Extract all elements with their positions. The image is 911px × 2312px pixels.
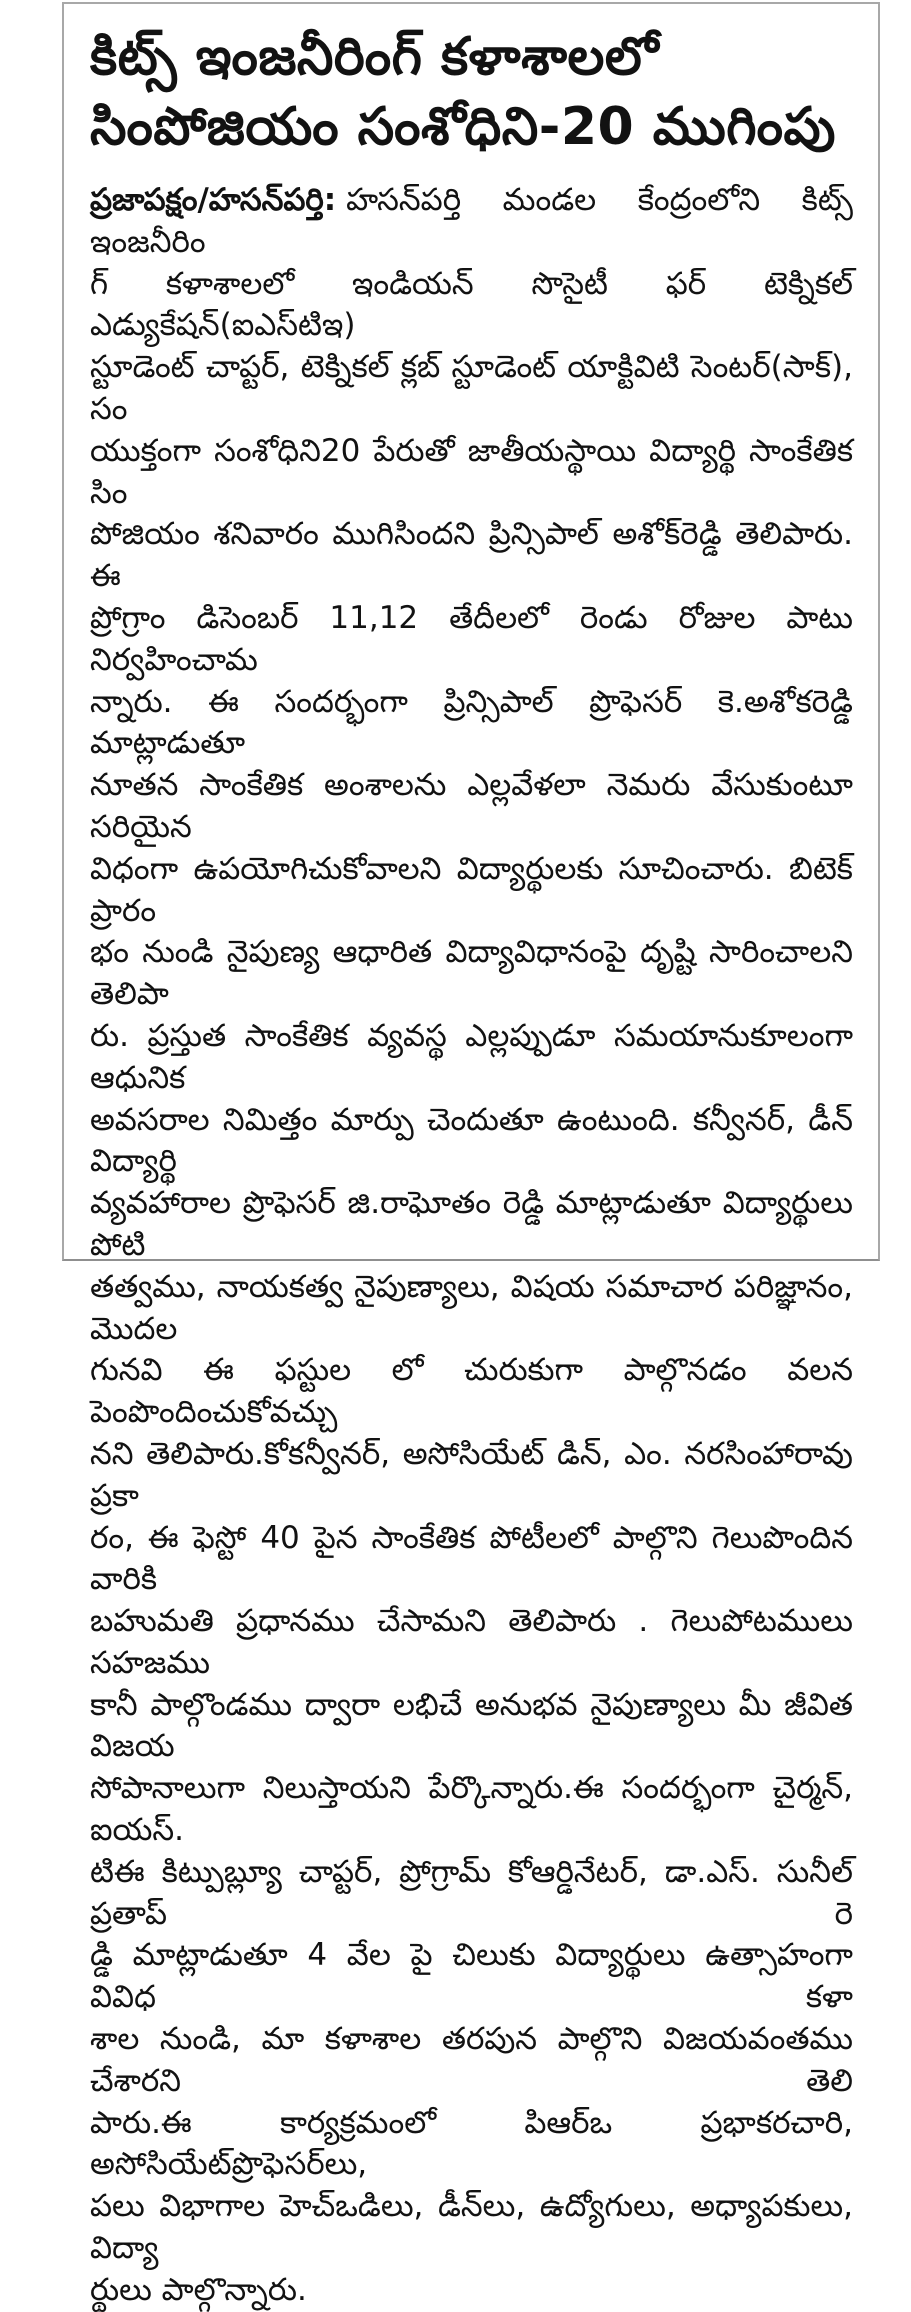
body-line: టిఈ కిట్పుబ్ల్యూ చాప్టర్, ప్రోగ్రామ్ కోఆర్డినేటర్, డా.ఎస్. సునీల్ ప్రతాప్ రె [90,1853,853,1932]
body-line: గునవి ఈ ఫస్టుల లో చురుకుగా పాల్గొనడం వలన పెంపొందించుకోవచ్చు [90,1352,853,1431]
headline-line-1: కిట్స్ ఇంజనీరింగ్ కళాశాలలో [90,27,659,87]
body-line: ప్రోగ్రాం డిసెంబర్ 11,12 తేదీలలో రెండు రోజుల పాటు నిర్వహించామ [90,599,853,678]
body-line: శాల నుండి, మా కళాశాల తరపున పాల్గొని విజయవంతము చేశారని తెలి [90,2021,853,2099]
body-line: న్నారు. ఈ సందర్భంగా ప్రిన్సిపాల్ ప్రొఫెసర్ కె.అశోకరెడ్డి మాట్లాడుతూ [90,683,853,762]
article-headline [90,22,853,162]
body-line: నూతన సాంకేతిక అంశాలను ఎల్లవేళలా నెమరు వేసుకుంటూ సరియైన [90,767,853,845]
dateline: ప్రజాపక్షం/హసన్‌పర్తి: [90,182,337,218]
headline-line-2: సింపోజియం సంశోధిని-20 ముగింపు [90,97,836,157]
body-line: భం నుండి నైపుణ్య ఆధారిత విద్యావిధానంపై దృష్టి సారించాలని తెలిపా [90,934,853,1013]
newspaper-clipping [62,2,880,2308]
body-line: పోజియం శనివారం ముగిసిందని ప్రిన్సిపాల్ అశోక్‌రెడ్డి తెలిపారు. ఈ [90,516,853,595]
article-body [90,180,853,2312]
body-line: అవసరాల నిమిత్తం మార్పు చెందుతూ ఉంటుంది. కన్వీనర్, డీన్ విద్యార్థి [90,1101,853,1180]
body-line: యుక్తంగా సంశోధిని20 పేరుతో జాతీయస్థాయి విద్యార్థి సాంకేతిక సిం [90,432,853,511]
body-line-text: హసన్‌పర్తి మండల కేంద్రంలోని కిట్స్ ఇంజనీరిం [90,182,853,260]
body-line: పారు.ఈ కార్యక్రమంలో పిఆర్ఒ ప్రభాకరచారి, అసోసియేట్‌ప్రొఫెసర్‌లు, [90,2104,853,2183]
body-line [90,180,853,264]
body-line: నని తెలిపారు.కోకన్వీనర్, అసోసియేట్ డిన్, ఎం. నరసింహారావు ప్రకా [90,1435,853,1514]
body-line: తత్వము, నాయకత్వ నైపుణ్యాలు, విషయ సమాచార పరిజ్ఞానం, మొదల [90,1268,853,1347]
body-line: సోపానాలుగా నిలుస్తాయని పేర్కొన్నారు.ఈ సందర్భంగా చైర్మన్, ఐయస్. [90,1770,853,1849]
body-line: స్టూడెంట్ చాప్టర్, టెక్నికల్ క్లబ్ స్టూడెంట్ యాక్టివిటి సెంటర్(సాక్), సం [90,349,853,427]
body-line: కానీ పాల్గొండము ద్వారా లభిచే అనుభవ నైపుణ్యాలు మీ జీవిత విజయ [90,1686,853,1765]
body-line: విధంగా ఉపయోగిచుకోవాలని విద్యార్థులకు సూచించారు. బిటెక్ ప్రారం [90,850,853,929]
body-line: డ్డి మాట్లాడుతూ 4 వేల పై చిలుకు విద్యార్థులు ఉత్సాహంగా వివిధ కళా [90,1937,853,2016]
body-line: రు. ప్రస్తుత సాంకేతిక వ్యవస్థ ఎల్లప్పుడూ సమయానుకూలంగా ఆధునిక [90,1017,853,1096]
body-line: ర్థులు పాల్గొన్నారు. [90,2271,307,2308]
body-line: గ్ కళాశాలలో ఇండియన్ సొసైటీ ఫర్ టెక్నికల్ ఎడ్యుకేషన్(ఐఎస్‌టిఇ) [90,265,853,344]
body-line: వ్యవహారాల ప్రొఫెసర్ జి.రాఘోతం రెడ్డి మాట్లాడుతూ విద్యార్థులు పోటి [90,1185,853,1263]
body-line: పలు విభాగాల హెచ్ఒడిలు, డీన్‌లు, ఉద్యోగులు, అధ్యాపకులు, విద్యా [90,2188,853,2267]
body-line: బహుమతి ప్రధానము చేసామని తెలిపారు . గెలుపోటములు సహజము [90,1603,853,1681]
body-line: రం, ఈ ఫెస్టో 40 పైన సాంకేతిక పోటీలలో పాల్గొని గెలుపొందిన వారికి [90,1519,853,1598]
